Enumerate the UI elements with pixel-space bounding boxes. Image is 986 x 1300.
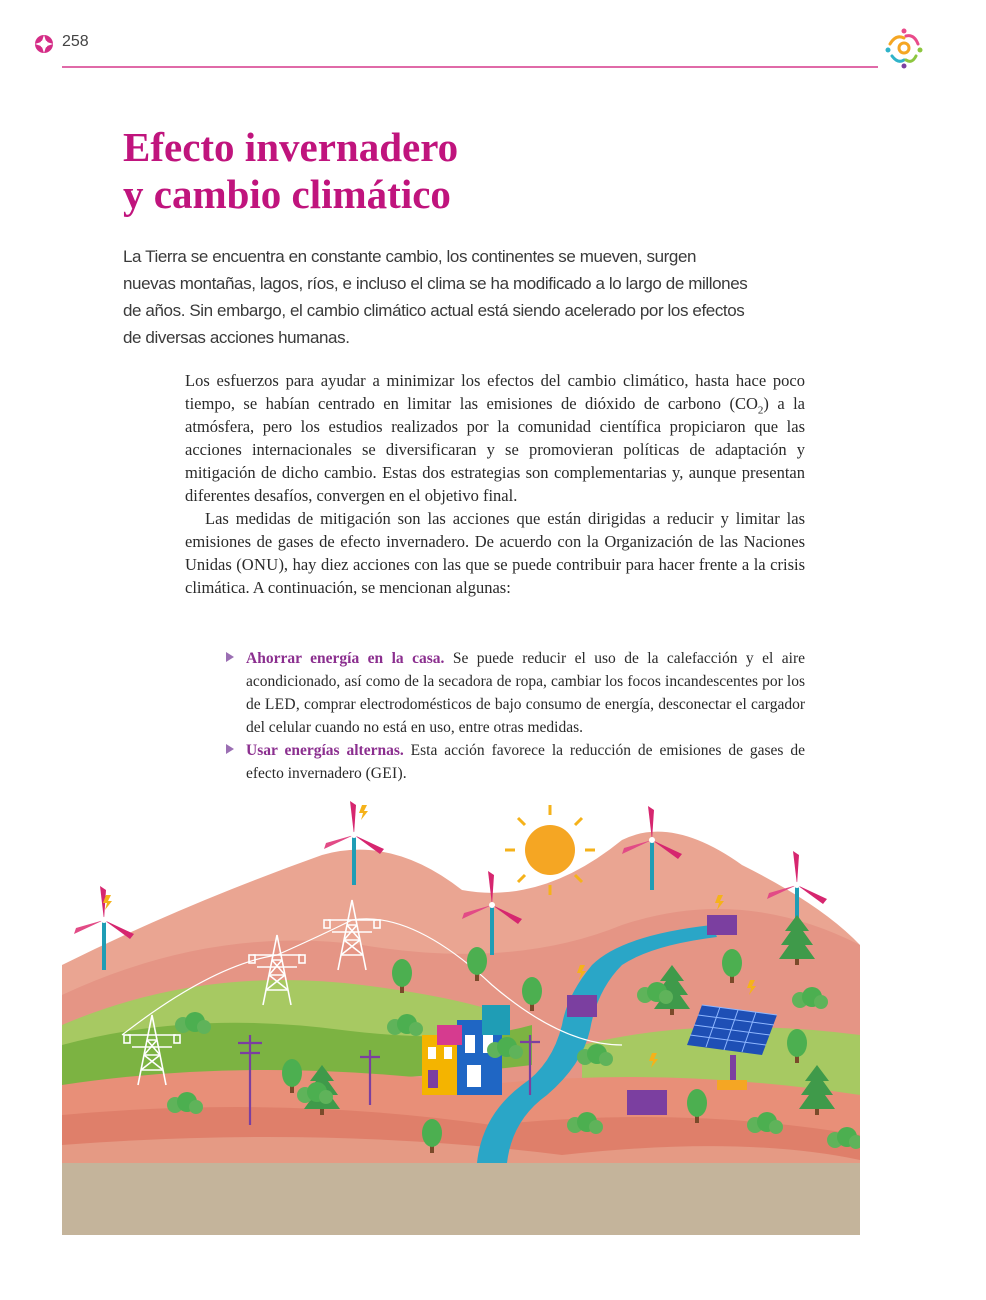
- mitigation-list: [226, 647, 805, 785]
- title-line-2: y cambio climático: [123, 171, 451, 217]
- page-title: [123, 124, 458, 218]
- bullet-text: Se puede reducir el uso de la calefacción y el aire acondicionado, así como de la secadora de ropa, cambiar los focos incandescentes por los de: [246, 650, 805, 713]
- bullet-lead: Usar energías alternas.: [246, 742, 404, 759]
- paragraph-2-part-2: ), hay diez acciones con las que se puede contribuir para hacer frente a la crisis climática. A continuación, se mencionan algunas:: [185, 555, 805, 597]
- corner-logo-icon: [882, 26, 926, 70]
- paragraph-1-part-1: Los esfuerzos para ayudar a minimizar los efectos del cambio climático, hasta hace poco tiempo, se habían centrado en limitar las emisiones de dióxido de carbono (CO: [185, 371, 805, 413]
- intro-paragraph: La Tierra se encuentra en constante cambio, los continentes se mueven, surgen nuevas montañas, lagos, ríos, e incluso el clima se ha modificado a lo largo de millones de años. Sin embargo, el cambio climático actual está siendo acelerado por los efectos de diversas acciones humanas.: [123, 247, 748, 347]
- paragraph-2-part-1: Las medidas de mitigación son las acciones que están dirigidas a reducir y limitar las emisiones de gases de efecto invernadero. De acuerdo con la Organización de las Naciones Unidas (: [185, 509, 805, 574]
- paragraph-2: [185, 507, 805, 599]
- list-item: [226, 647, 805, 739]
- bullet-text: Esta acción favorece la reducción de emisiones de gases de efecto invernadero (: [246, 742, 805, 782]
- body-text: [185, 369, 805, 599]
- list-item: [226, 739, 805, 785]
- header-rule: [62, 66, 878, 68]
- led-abbreviation: LED: [264, 696, 296, 713]
- bullet-triangle-icon: [226, 652, 234, 662]
- paragraph-1-part-2: ) a la atmósfera, pero los estudios realizados por la comunidad científica propiciaron que las acciones internacionales se diversificaran y se promovieran políticas de adaptación y mitigación de dicho cambio. Estas dos estrategias son complementarias y, aunque presentan diferentes desafíos, convergen en el objetivo final.: [185, 394, 805, 505]
- paragraph-1: [185, 369, 805, 507]
- bullet-text: , comprar electrodomésticos de bajo consumo de energía, desconectar el cargador del celular cuando no está en uso, entre otras medidas.: [246, 696, 805, 736]
- onu-abbreviation: ONU: [241, 555, 279, 574]
- co2-subscript: 2: [757, 404, 764, 417]
- bullet-triangle-icon: [226, 744, 234, 754]
- bullet-text: ).: [397, 765, 407, 782]
- bullet-lead: Ahorrar energía en la casa.: [246, 650, 445, 667]
- header-ornament-icon: [33, 33, 55, 55]
- page-number: 258: [62, 33, 89, 50]
- title-line-1: Efecto invernadero: [123, 124, 459, 170]
- gei-abbreviation: GEI: [370, 765, 398, 782]
- renewable-energy-illustration: [62, 795, 860, 1235]
